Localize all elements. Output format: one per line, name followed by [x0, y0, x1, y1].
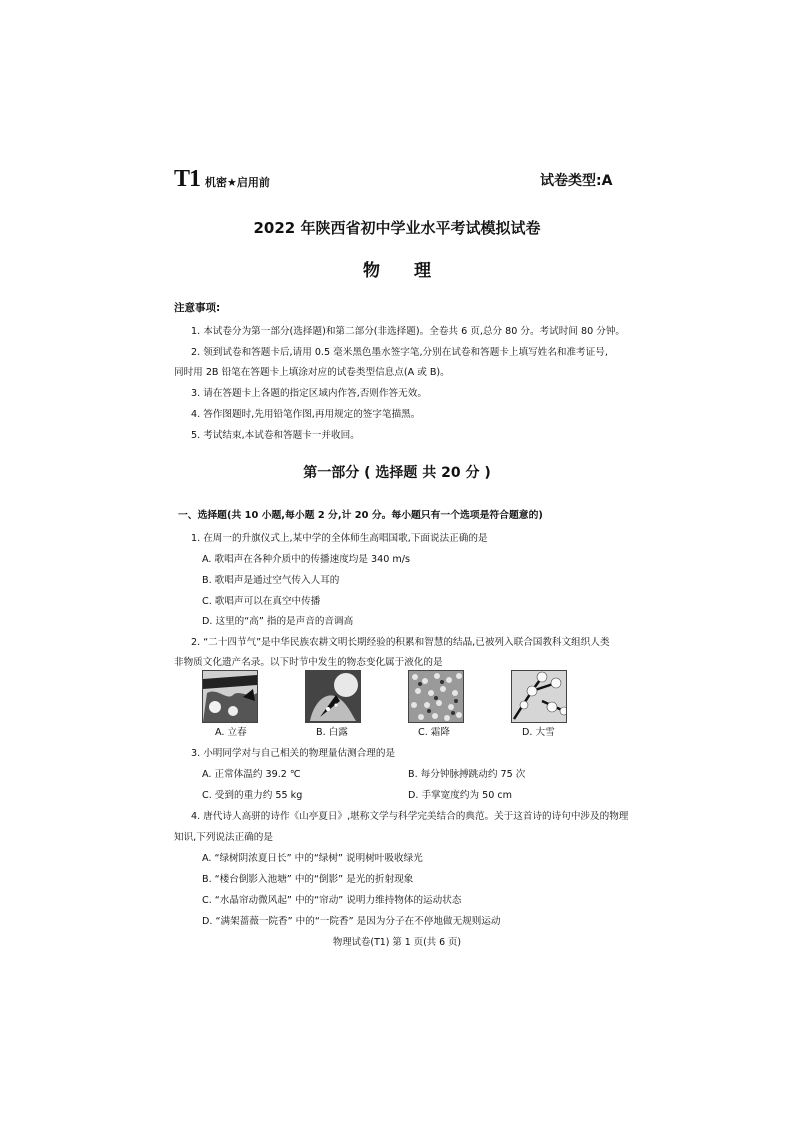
- question-stem-cont: 非物质文化遗产名录。以下时节中发生的物态变化属于液化的是: [174, 657, 443, 668]
- question-stem: 3. 小明同学对与自己相关的物理量估测合理的是: [191, 748, 396, 759]
- photo-heavy-snow: [511, 670, 567, 723]
- note-item: 4. 答作图题时,先用铅笔作图,再用规定的签字笔描黑。: [191, 409, 421, 420]
- header-left: [174, 166, 270, 193]
- note-item: 同时用 2B 铅笔在答题卡上填涂对应的试卷类型信息点(A 或 B)。: [174, 367, 450, 378]
- subject-title: 物理: [363, 261, 465, 281]
- option-b: B. 歌唱声是通过空气传入人耳的: [202, 575, 340, 586]
- option-c: C. 受到的重力约 55 kg: [202, 790, 303, 801]
- option-c: C. “水晶帘动微风起” 中的“帘动” 说明力维持物体的运动状态: [202, 895, 462, 906]
- option-a: A. “绿树阴浓夏日长” 中的“绿树” 说明树叶吸收绿光: [202, 853, 423, 864]
- option-b: B. 每分钟脉搏跳动约 75 次: [408, 769, 526, 780]
- option-b: B. “楼台倒影入池塘” 中的“倒影” 是光的折射现象: [202, 874, 414, 885]
- paper-type: 试卷类型:A: [540, 173, 613, 189]
- caption-c: C. 霜降: [418, 727, 450, 738]
- option-a: A. 正常体温约 39.2 ℃: [202, 769, 301, 780]
- photo-spring: [202, 670, 258, 723]
- caption-b: B. 白露: [316, 727, 348, 738]
- option-d: D. 手掌宽度约为 50 cm: [408, 790, 512, 801]
- option-c: C. 歌唱声可以在真空中传播: [202, 596, 321, 607]
- section-title: 第一部分 ( 选择题 共 20 分 ): [303, 465, 491, 481]
- question-stem: 1. 在周一的升旗仪式上,某中学的全体师生高唱国歌,下面说法正确的是: [191, 533, 488, 544]
- option-d: D. 这里的“高” 指的是声音的音调高: [202, 616, 354, 627]
- option-d: D. “满架蔷薇一院香” 中的“一院香” 是因为分子在不停地做无规则运动: [202, 916, 501, 927]
- caption-a: A. 立春: [215, 727, 247, 738]
- note-item: 5. 考试结束,本试卷和答题卡一并收回。: [191, 430, 360, 441]
- confidential-label: 机密★启用前: [205, 176, 270, 189]
- caption-d: D. 大雪: [522, 727, 555, 738]
- photo-frost: [408, 670, 464, 723]
- question-stem-cont: 知识,下列说法正确的是: [174, 832, 273, 843]
- paper-code: T1: [174, 166, 201, 192]
- section-intro: 一、选择题(共 10 小题,每小题 2 分,计 20 分。每小题只有一个选项是符合题意的): [178, 510, 543, 521]
- note-item: 1. 本试卷分为第一部分(选择题)和第二部分(非选择题)。全卷共 6 页,总分 80 分。考试时间 80 分钟。: [191, 326, 626, 337]
- page-footer: 物理试卷(T1) 第 1 页(共 6 页): [332, 937, 462, 948]
- photo-white-dew: [305, 670, 361, 723]
- note-item: 3. 请在答题卡上各题的指定区域内作答,否则作答无效。: [191, 388, 427, 399]
- notes-title: 注意事项:: [174, 302, 221, 314]
- question-stem: 2. “二十四节气”是中华民族农耕文明长期经验的积累和智慧的结晶,已被列入联合国教科文组织人类: [191, 637, 610, 648]
- option-a: A. 歌唱声在各种介质中的传播速度均是 340 m/s: [202, 554, 410, 565]
- exam-title: 2022 年陕西省初中学业水平考试模拟试卷: [253, 219, 541, 237]
- question-stem: 4. 唐代诗人高骈的诗作《山亭夏日》,堪称文学与科学完美结合的典范。关于这首诗的诗句中涉及的物理: [191, 811, 629, 822]
- note-item: 2. 领到试卷和答题卡后,请用 0.5 毫米黑色墨水签字笔,分别在试卷和答题卡上填写姓名和准考证号,: [191, 347, 608, 358]
